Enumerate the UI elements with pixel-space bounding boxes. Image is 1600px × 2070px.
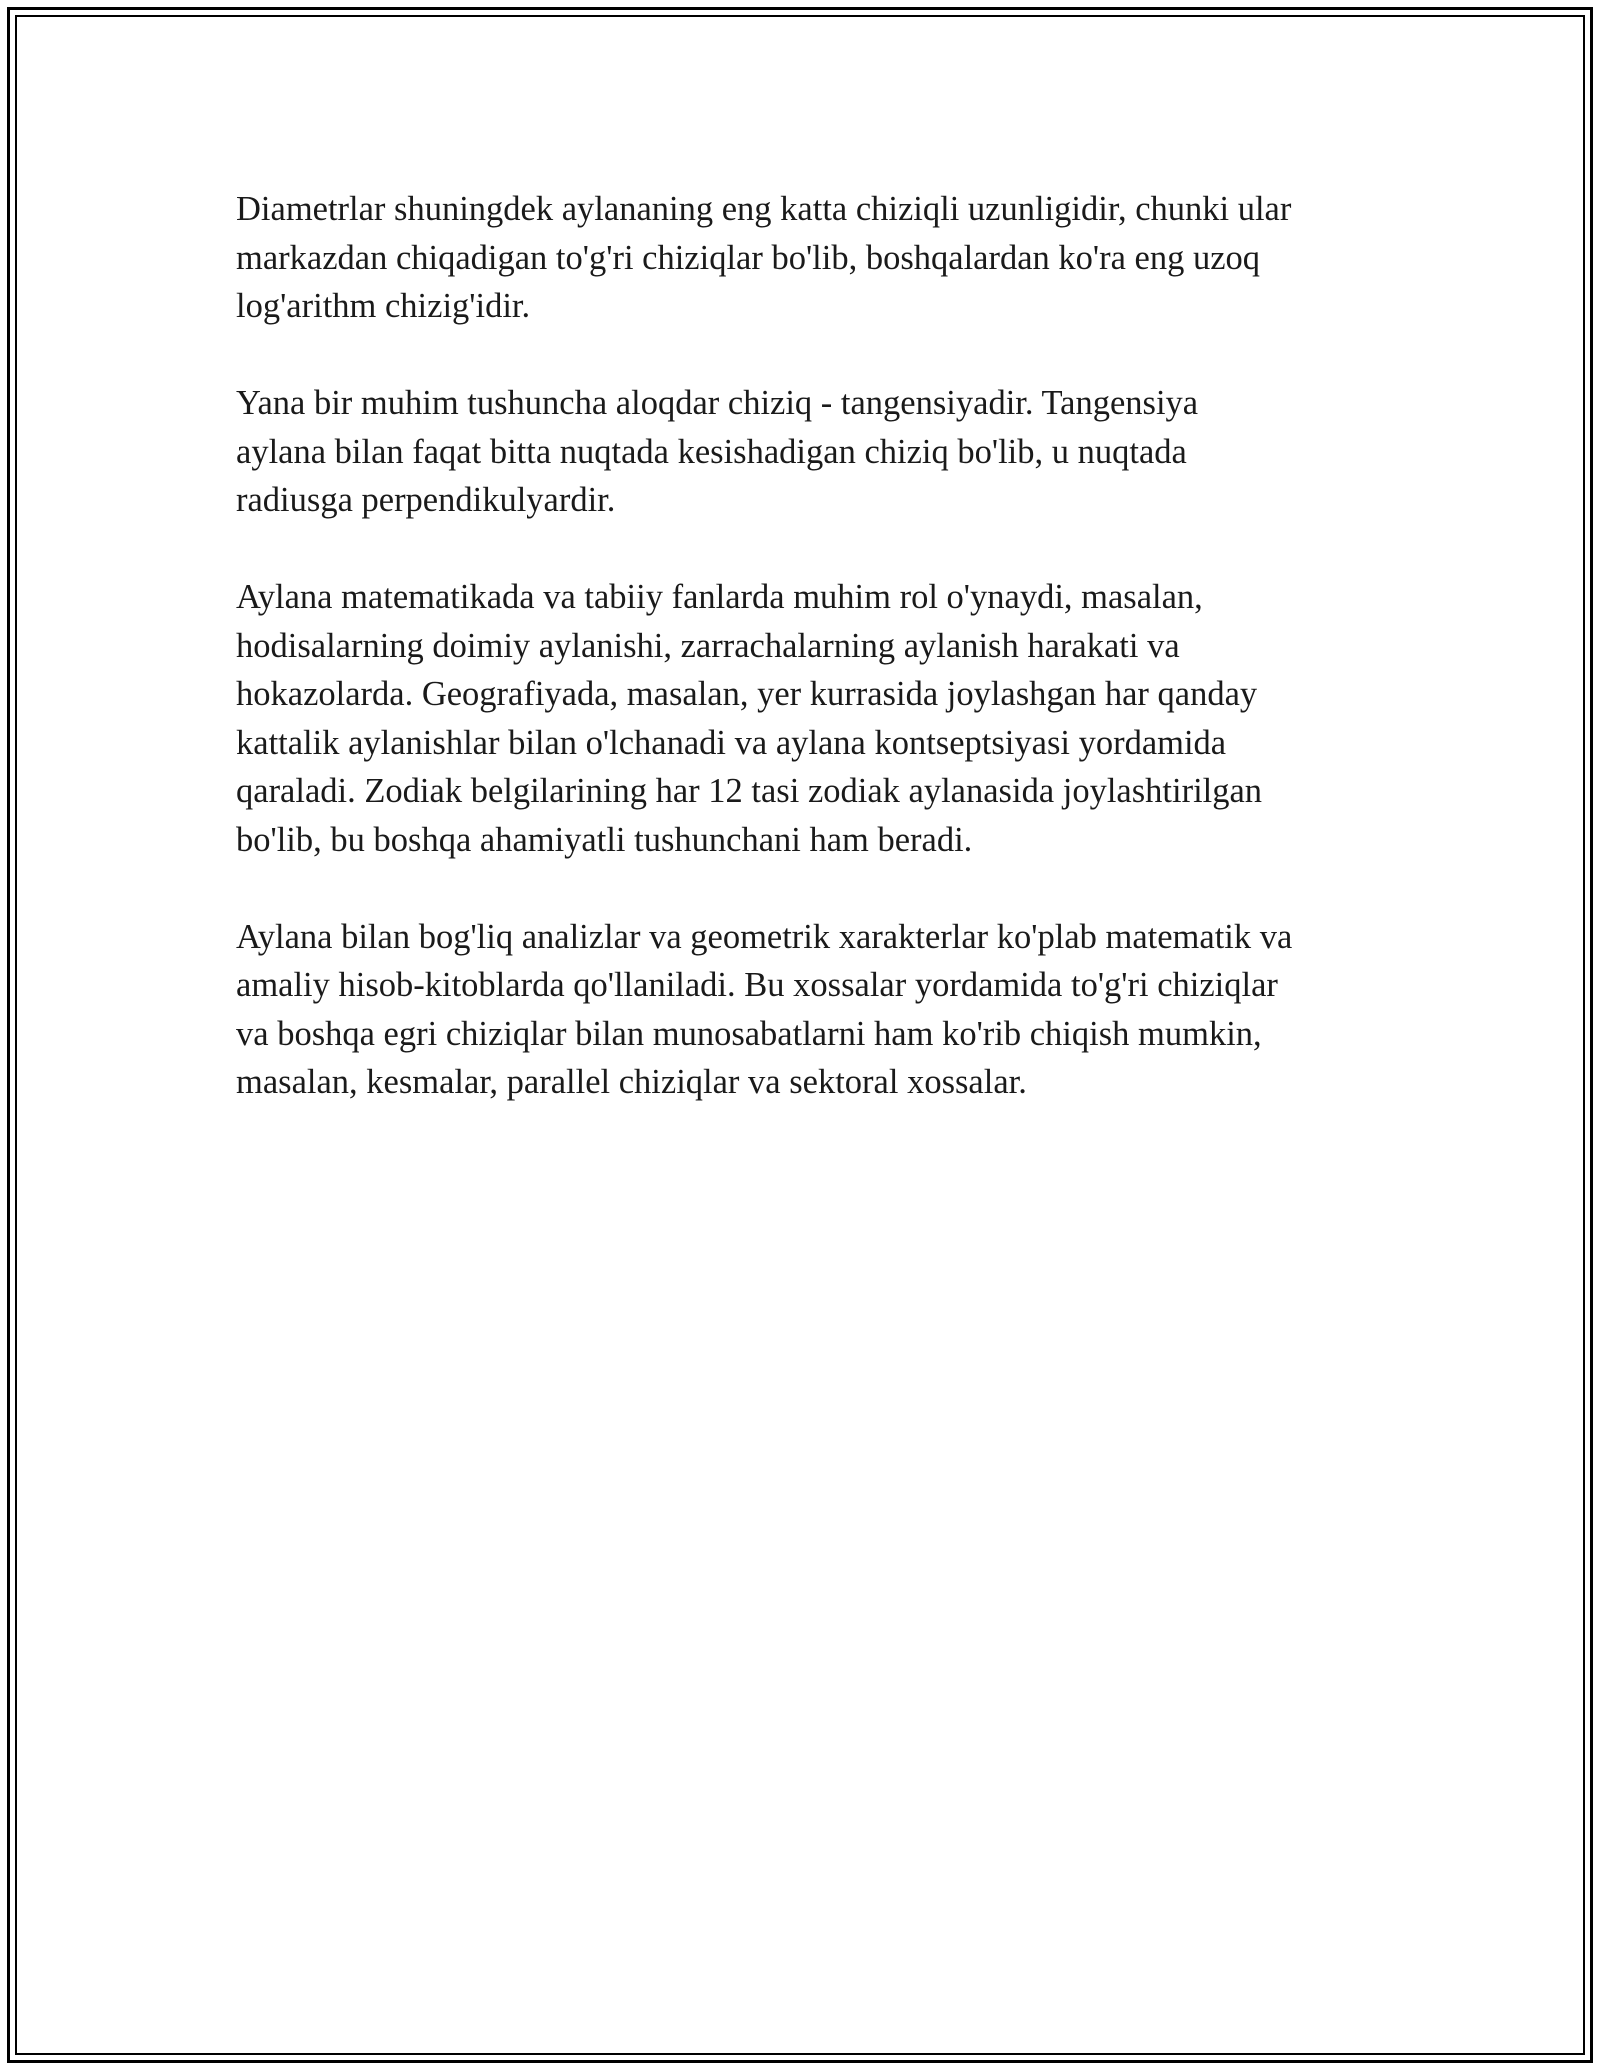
- paragraph-analysis: [236, 913, 1371, 1107]
- text-line: radiusga perpendikulyardir.: [236, 481, 616, 519]
- paragraph-applications: [236, 573, 1371, 864]
- text-line: qaraladi. Zodiak belgilarining har 12 tasi zodiak aylanasida joylashtirilgan: [236, 772, 1263, 810]
- text-line: markazdan chiqadigan to'g'ri chiziqlar bo'lib, boshqalardan ko'ra eng uzoq: [236, 238, 1261, 277]
- text-line: bo'lib, bu boshqa ahamiyatli tushunchani ham beradi.: [236, 820, 973, 859]
- paragraph-diameter: [236, 185, 1371, 331]
- text-line: hokazolarda. Geografiyada, masalan, yer kurrasida joylashgan har qanday: [236, 675, 1258, 713]
- text-line: amaliy hisob-kitoblarda qo'llaniladi. Bu xossalar yordamida to'g'ri chiziqlar: [236, 966, 1278, 1004]
- document-body: [236, 185, 1371, 1155]
- text-line: masalan, kesmalar, parallel chiziqlar va sektoral xossalar.: [236, 1063, 1027, 1101]
- text-line: Aylana matematikada va tabiiy fanlarda muhim rol o'ynaydi, masalan,: [236, 578, 1203, 616]
- text-line: Diametrlar shuningdek aylananing eng katta chiziqli uzunligidir, chunki ular: [236, 190, 1292, 228]
- text-line: va boshqa egri chiziqlar bilan munosabatlarni ham ko'rib chiqish mumkin,: [236, 1014, 1262, 1053]
- paragraph-tangent: [236, 379, 1371, 525]
- text-line: kattalik aylanishlar bilan o'lchanadi va aylana kontseptsiyasi yordamida: [236, 723, 1227, 762]
- text-line: hodisalarning doimiy aylanishi, zarrachalarning aylanish harakati va: [236, 626, 1180, 665]
- text-line: log'arithm chizig'idir.: [236, 287, 531, 325]
- text-line: Yana bir muhim tushuncha aloqdar chiziq - tangensiyadir. Tangensiya: [236, 384, 1199, 422]
- text-line: aylana bilan faqat bitta nuqtada kesishadigan chiziq bo'lib, u nuqtada: [236, 432, 1187, 471]
- text-line: Aylana bilan bog'liq analizlar va geometrik xarakterlar ko'plab matematik va: [236, 917, 1293, 956]
